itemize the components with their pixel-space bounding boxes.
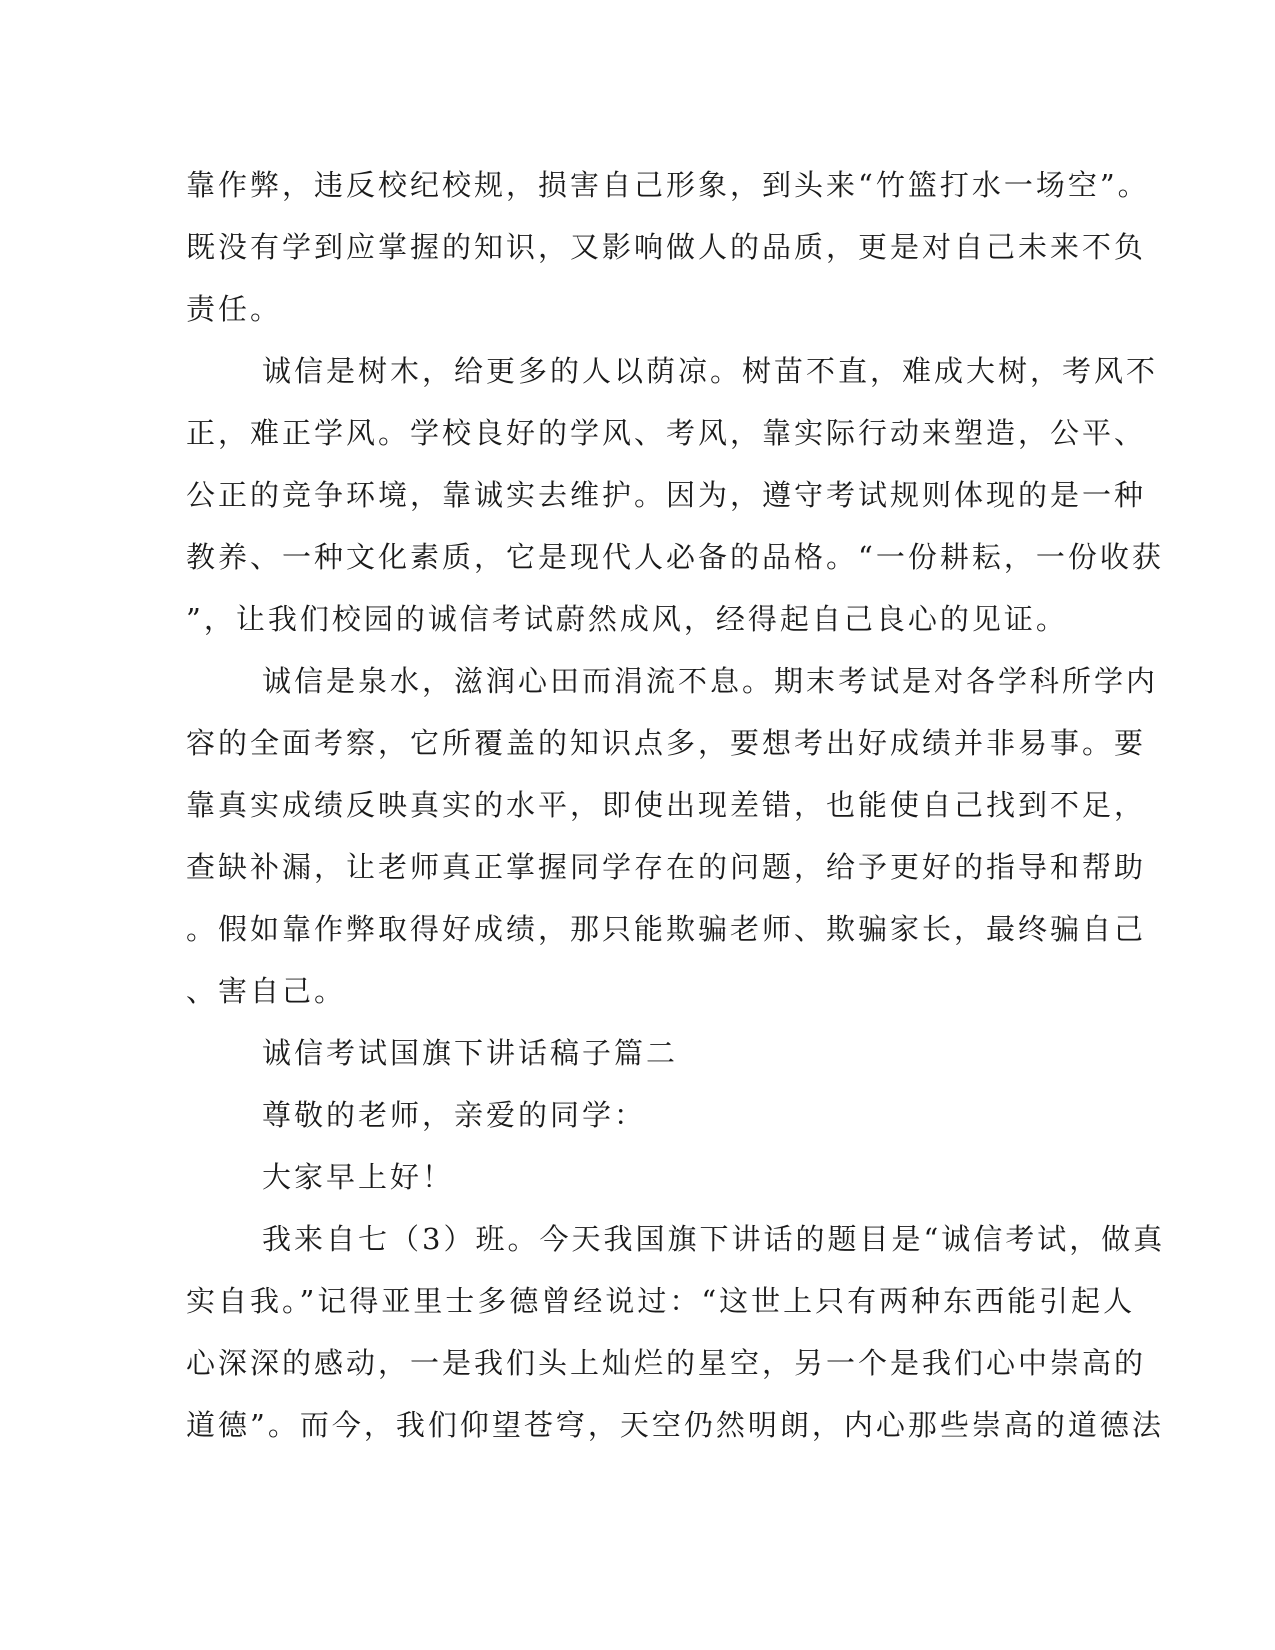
text-line-14: 、害自己。 xyxy=(186,974,347,1008)
salutation: 尊敬的老师，亲爱的同学： xyxy=(262,1098,647,1132)
text-line-11: 靠真实成绩反映真实的水平，即使出现差错，也能使自己找到不足， xyxy=(186,788,1147,822)
text-line-21: 道德”。而今，我们仰望苍穹，天空仍然明朗，内心那些崇高的道德法 xyxy=(186,1408,1164,1442)
text-line-4: 诚信是树木，给更多的人以荫凉。树苗不直，难成大树，考风不 xyxy=(262,354,1159,388)
document-body xyxy=(186,154,1166,1456)
text-line-12: 查缺补漏，让老师真正掌握同学存在的问题，给予更好的指导和帮助 xyxy=(186,850,1147,884)
text-line-18: 我来自七（3）班。今天我国旗下讲话的题目是“诚信考试，做真 xyxy=(262,1222,1166,1256)
text-line-20: 心深深的感动，一是我们头上灿烂的星空，另一个是我们心中崇高的 xyxy=(186,1346,1147,1380)
text-line-8: ”，让我们校园的诚信考试蔚然成风，经得起自己良心的见证。 xyxy=(186,602,1068,636)
text-line-13: 。假如靠作弊取得好成绩，那只能欺骗老师、欺骗家长，最终骗自己 xyxy=(186,912,1147,946)
text-line-10: 容的全面考察，它所覆盖的知识点多，要想考出好成绩并非易事。要 xyxy=(186,726,1147,760)
text-line-2: 既没有学到应掌握的知识，又影响做人的品质，更是对自己未来不负 xyxy=(186,230,1147,264)
section-heading: 诚信考试国旗下讲话稿子篇二 xyxy=(262,1036,679,1070)
text-line-6: 公正的竞争环境，靠诚实去维护。因为，遵守考试规则体现的是一种 xyxy=(186,478,1147,512)
text-line-5: 正，难正学风。学校良好的学风、考风，靠实际行动来塑造，公平、 xyxy=(186,416,1147,450)
text-line-3: 责任。 xyxy=(186,292,283,326)
text-line-1: 靠作弊，违反校纪校规，损害自己形象，到头来“竹篮打水一场空”。 xyxy=(186,168,1150,202)
text-line-9: 诚信是泉水，滋润心田而涓流不息。期末考试是对各学科所学内 xyxy=(262,664,1159,698)
greeting: 大家早上好！ xyxy=(262,1160,455,1194)
text-line-7: 教养、一种文化素质，它是现代人必备的品格。“一份耕耘，一份收获 xyxy=(186,540,1164,574)
text-line-19: 实自我。”记得亚里士多德曾经说过：“这世上只有两种东西能引起人 xyxy=(186,1284,1136,1318)
